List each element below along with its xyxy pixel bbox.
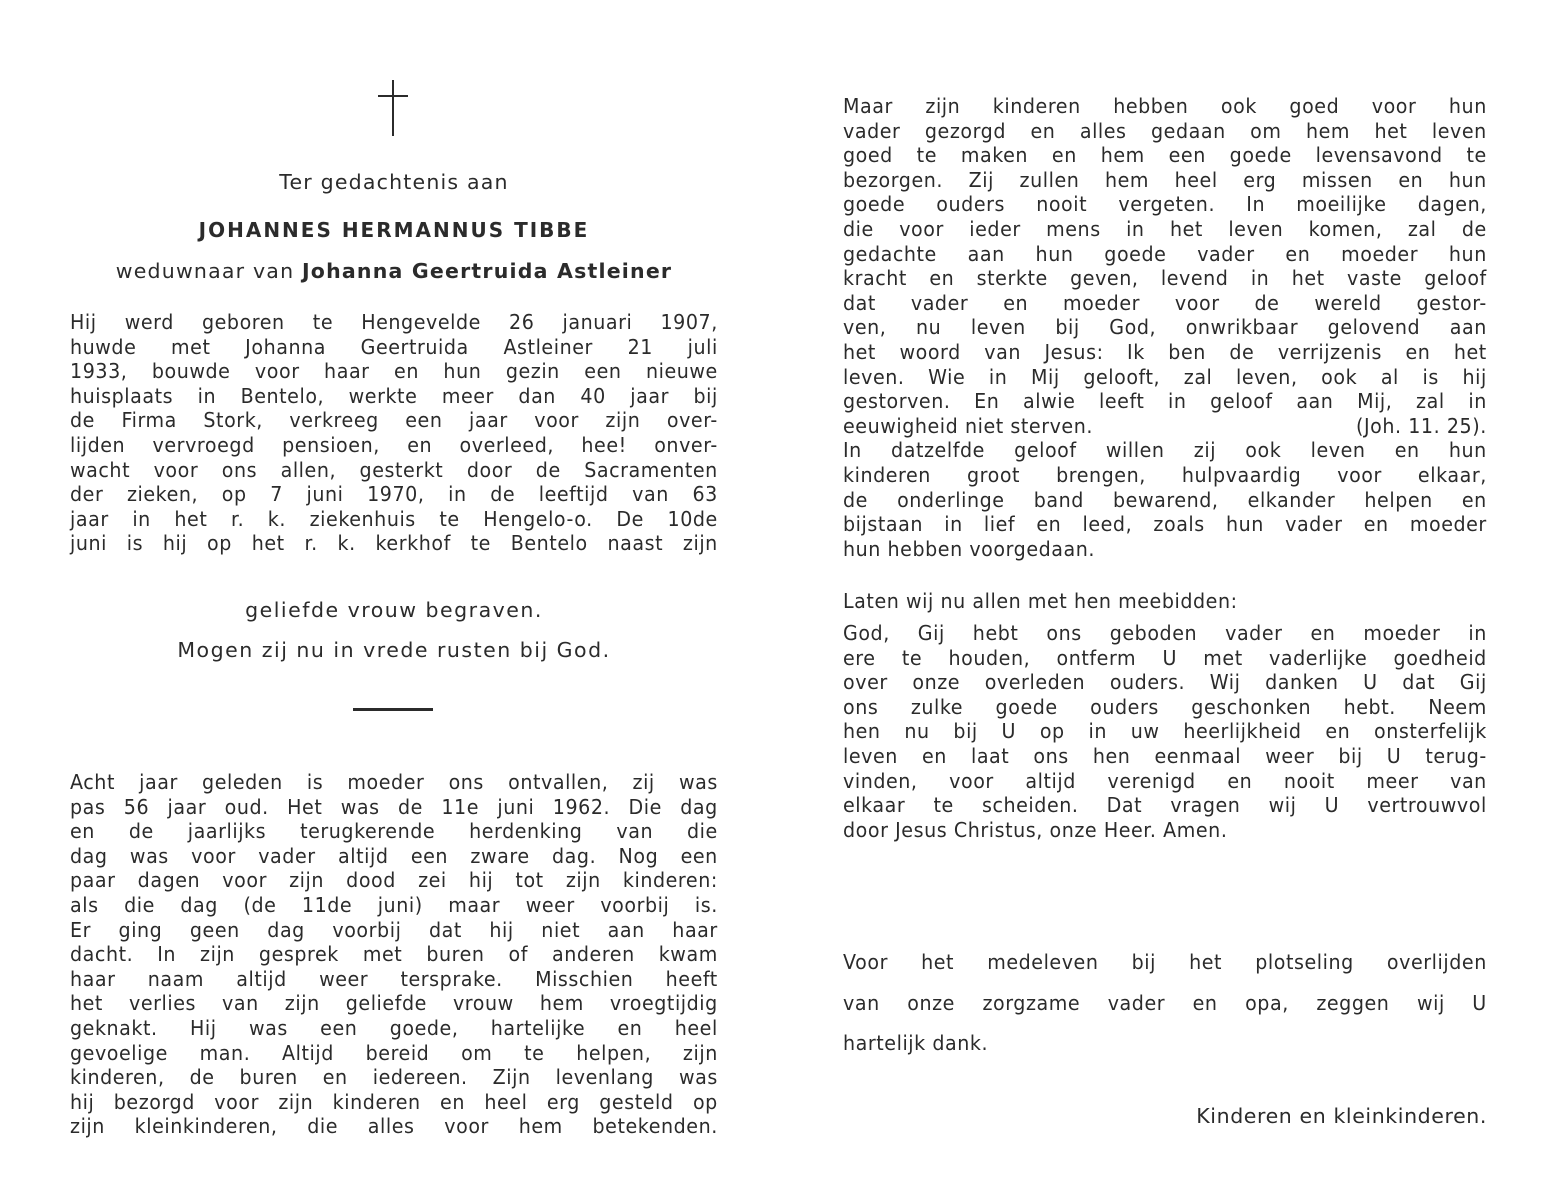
text-line: vinden, voor altijd verenigd en nooit meer van	[843, 768, 1487, 793]
text-line: Acht jaar geleden is moeder ons ontvallen, zij was	[70, 770, 718, 794]
text-line: elkaar te scheiden. Dat vragen wij U vertrouwvol	[843, 793, 1487, 818]
text-line: paar dagen voor zijn dood zei hij tot zijn kinderen:	[70, 868, 718, 893]
text-line: het woord van Jesus: Ik ben de verrijzenis en het	[843, 339, 1487, 364]
text-line: dat vader en moeder voor de wereld gestor-	[843, 290, 1487, 315]
signature: Kinderen en kleinkinderen.	[1196, 1104, 1487, 1128]
text-line: bijstaan in lief en leed, zoals hun vader en moeder	[843, 512, 1487, 537]
text-line: ere te houden, ontferm U met vaderlijke goedheid	[843, 645, 1487, 670]
text-line: gevoelige man. Altijd bereid om te helpen, zijn	[70, 1040, 718, 1065]
text-line: haar naam altijd weer tersprake. Misschien heeft	[70, 966, 718, 991]
text-line: van onze zorgzame vader en opa, zeggen wij U	[843, 990, 1487, 1015]
text-line: ons zulke goede ouders geschonken hebt. Neem	[843, 694, 1487, 719]
text-line: hij bezorgd voor zijn kinderen en heel erg gesteld op	[70, 1089, 718, 1114]
text-line: zijn kleinkinderen, die alles voor hem betekenden.	[70, 1114, 718, 1139]
prayer-paragraph	[843, 621, 1487, 842]
text-line: ven, nu leven bij God, onwrikbaar gelovend aan	[843, 315, 1487, 340]
text-line: het verlies van zijn geliefde vrouw hem vroegtijdig	[70, 991, 718, 1016]
text-line: hartelijk dank.	[843, 1031, 989, 1055]
cross-icon	[378, 80, 408, 136]
text-line: der zieken, op 7 juni 1970, in de leeftijd van 63	[70, 482, 718, 507]
signature-block	[843, 1104, 1487, 1129]
text-line: geknakt. Hij was een goede, hartelijke en heel	[70, 1015, 718, 1040]
text-line: bezorgen. Zij zullen hem heel erg missen en hun	[843, 167, 1487, 192]
text-line: huwde met Johanna Geertruida Astleiner 21 juli	[70, 334, 718, 359]
text-line: goede ouders nooit vergeten. In moeilijke dagen,	[843, 192, 1487, 217]
text-line: Hij werd geboren te Hengevelde 26 januari 1907,	[70, 310, 718, 334]
scripture-ref: (Joh. 11. 25).	[1355, 413, 1487, 438]
biography-last-line: geliefde vrouw begraven.	[245, 598, 543, 622]
text-line: kinderen groot brengen, hulpvaardig voor elkaar,	[843, 462, 1487, 487]
text-line: als die dag (de 11de juni) maar weer voorbij is.	[70, 892, 718, 917]
biography-paragraph	[70, 310, 718, 556]
children-paragraph	[843, 94, 1487, 561]
text-line: God, Gij hebt ons geboden vader en moeder in	[843, 621, 1487, 645]
text-line: vader gezorgd en alles gedaan om hem het leven	[843, 118, 1487, 143]
text-line: en de jaarlijks terugkerende herdenking van die	[70, 819, 718, 844]
text-line: Maar zijn kinderen hebben ook goed voor hun	[843, 94, 1487, 118]
text-line: juni is hij op het r. k. kerkhof te Bentelo naast zijn	[70, 531, 718, 556]
memory-paragraph	[70, 770, 718, 1139]
text-line: die voor ieder mens in het leven komen, zal de	[843, 216, 1487, 241]
rest-wish: Mogen zij nu in vrede rusten bij God.	[177, 638, 611, 662]
scripture-line	[843, 414, 1487, 439]
text-line: lijden vervroegd pensioen, en overleed, hee! onver-	[70, 432, 718, 457]
text-line: de Firma Stork, verkreeg een jaar voor zijn over-	[70, 408, 718, 433]
text-line: hun hebben voorgedaan.	[843, 536, 1096, 561]
deceased-name: JOHANNES HERMANNUS TIBBE	[198, 218, 590, 242]
text-line: kinderen, de buren en iedereen. Zijn levenlang was	[70, 1065, 718, 1090]
text-line: hen nu bij U op in uw heerlijkheid en onsterfelijk	[843, 719, 1487, 744]
text-line: dacht. In zijn gesprek met buren of anderen kwam	[70, 942, 718, 967]
thanks-paragraph	[843, 942, 1487, 1064]
text-line: leven. Wie in Mij gelooft, zal leven, ook al is hij	[843, 364, 1487, 389]
spouse-name: Johanna Geertruida Astleiner	[301, 259, 673, 283]
text-line: Er ging geen dag voorbij dat hij niet aan haar	[70, 917, 718, 942]
text-line: de onderlinge band bewarend, elkander helpen en	[843, 487, 1487, 512]
text-line: Voor het medeleven bij het plotseling overlijden	[843, 950, 1487, 974]
text-line: In datzelfde geloof willen zij ook leven en hun	[843, 438, 1487, 463]
text-line: pas 56 jaar oud. Het was de 11e juni 1962. Die dag	[70, 794, 718, 819]
scripture-text: eeuwigheid niet sterven.	[843, 413, 1093, 438]
text-line: gestorven. En alwie leeft in geloof aan Mij, zal in	[843, 389, 1487, 414]
text-line: over onze overleden ouders. Wij danken U dat Gij	[843, 670, 1487, 695]
text-line: kracht en sterkte geven, levend in het vaste geloof	[843, 266, 1487, 291]
text-line: door Jesus Christus, onze Heer. Amen.	[843, 817, 1228, 842]
text-line: dag was voor vader altijd een zware dag. Nog een	[70, 843, 718, 868]
prayer-intro-block	[843, 589, 1487, 614]
prayer-intro: Laten wij nu allen met hen meebidden:	[843, 589, 1238, 613]
text-line: goed te maken en hem een goede levensavond te	[843, 143, 1487, 168]
divider	[353, 708, 433, 711]
text-line: wacht voor ons allen, gesterkt door de Sacramenten	[70, 457, 718, 482]
intro-text: Ter gedachtenis aan	[279, 170, 509, 194]
text-line: leven en laat ons hen eenmaal weer bij U terug-	[843, 743, 1487, 768]
text-line: gedachte aan hun goede vader en moeder hun	[843, 241, 1487, 266]
text-line: jaar in het r. k. ziekenhuis te Hengelo-o. De 10de	[70, 506, 718, 531]
text-line: huisplaats in Bentelo, werkte meer dan 40 jaar bij	[70, 383, 718, 408]
widower-line	[70, 259, 718, 283]
text-line: 1933, bouwde voor haar en hun gezin een nieuwe	[70, 359, 718, 384]
widower-prefix: weduwnaar van	[115, 259, 295, 283]
